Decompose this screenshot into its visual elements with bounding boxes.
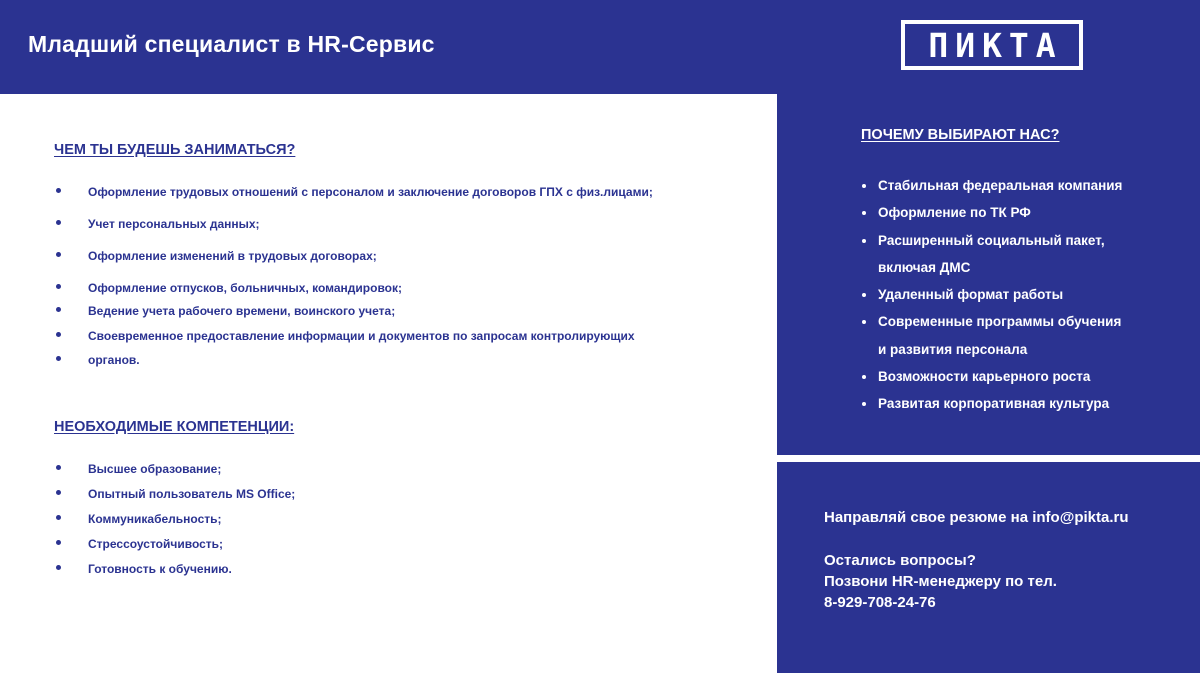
- contact-panel: [777, 462, 1200, 673]
- competency-item: Готовность к обучению.: [54, 559, 295, 579]
- phone-number: 8-929-708-24-76: [824, 594, 936, 611]
- duty-item: Оформление трудовых отношений с персоналом и заключение договоров ГПХ с физ.лицами;: [54, 182, 653, 202]
- competencies-title: НЕОБХОДИМЫЕ КОМПЕТЕНЦИИ:: [54, 419, 295, 435]
- why-us-list: [861, 172, 1122, 418]
- page-title: Младший специалист в HR-Сервис: [28, 31, 435, 57]
- benefit-item: Стабильная федеральная компания: [861, 172, 1122, 199]
- why-us-title: ПОЧЕМУ ВЫБИРАЮТ НАС?: [861, 127, 1060, 143]
- duty-item-continuation: органов.: [54, 350, 653, 370]
- duty-item: Учет персональных данных;: [54, 214, 653, 234]
- competency-item: Стрессоустойчивость;: [54, 534, 295, 554]
- benefit-item: Расширенный социальный пакет,: [861, 227, 1122, 254]
- call-hr-text: Позвони HR-менеджеру по тел.: [824, 573, 1057, 590]
- benefit-item: Оформление по ТК РФ: [861, 199, 1122, 226]
- competency-item: Опытный пользователь MS Office;: [54, 484, 295, 504]
- duty-item: Своевременное предоставление информации и документов по запросам контролирующих: [54, 326, 653, 346]
- benefit-item-continuation: включая ДМС: [878, 259, 971, 275]
- duty-item: Оформление изменений в трудовых договорах;: [54, 246, 653, 266]
- competency-item: Коммуникабельность;: [54, 509, 295, 529]
- benefit-item-continuation: и развития персонала: [878, 341, 1028, 357]
- resume-email-text: Направляй свое резюме на info@pikta.ru: [824, 509, 1129, 526]
- duties-title: ЧЕМ ТЫ БУДЕШЬ ЗАНИМАТЬСЯ?: [54, 142, 296, 158]
- vacancy-details-panel: [0, 94, 776, 673]
- duty-item: Ведение учета рабочего времени, воинского учета;: [54, 301, 653, 321]
- questions-text: Остались вопросы?: [824, 552, 976, 569]
- why-us-panel: [777, 94, 1200, 455]
- benefit-item: Возможности карьерного роста: [861, 363, 1122, 390]
- benefit-item: Современные программы обучения: [861, 308, 1122, 335]
- logo-text: ПИКТА: [928, 25, 1063, 65]
- benefit-item: Развитая корпоративная культура: [861, 390, 1122, 417]
- benefit-item: Удаленный формат работы: [861, 281, 1122, 308]
- header-bar: [0, 0, 1200, 94]
- competencies-list: [54, 459, 295, 579]
- duties-list: [54, 182, 653, 370]
- duty-item: Оформление отпусков, больничных, командировок;: [54, 278, 653, 298]
- competency-item: Высшее образование;: [54, 459, 295, 479]
- pikta-logo: [901, 20, 1083, 70]
